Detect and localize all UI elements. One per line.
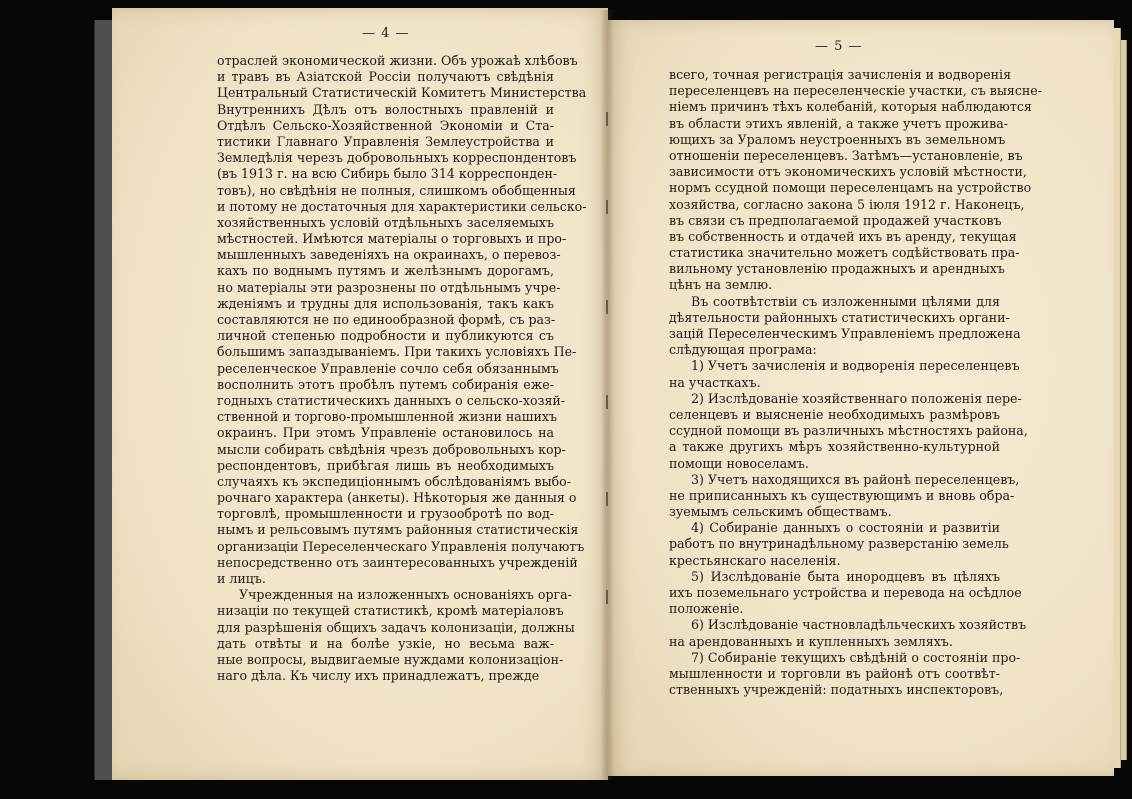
text-line: ственныхъ учрежденій: податныхъ инспекторовъ,: [669, 682, 1004, 698]
right-page-text: [669, 67, 1042, 698]
text-line: годныхъ статистическихъ данныхъ о сельско-хозяй-: [217, 392, 566, 408]
text-line: мышленныхъ заведеніяхъ на окраинахъ, о перевоз-: [217, 247, 561, 263]
text-line: въ собственность и отдачей ихъ въ аренду, текущая: [669, 228, 1017, 244]
text-line: 1) Учетъ зачисленія и водворенія переселенцевъ: [691, 358, 1020, 374]
text-line: мѣстностей. Имѣются матеріалы о торговыхъ и про-: [217, 231, 567, 247]
text-line: реселенческое Управленіе сочло себя обязаннымъ: [217, 360, 559, 376]
text-line: наго дѣла. Къ числу ихъ принадлежатъ, прежде: [217, 668, 540, 684]
text-line: кахъ по воднымъ путямъ и желѣзнымъ дорогамъ,: [217, 263, 554, 279]
text-line: дать отвѣты и на болѣе узкіе, но весьма важ-: [217, 635, 554, 651]
text-line: и потому не достаточныя для характеристики сельско-: [217, 198, 587, 214]
text-line: Учрежденныя на изложенныхъ основаніяхъ орга-: [239, 587, 572, 603]
text-line: мысли собирать свѣдѣнія чрезъ добровольныхъ кор-: [217, 441, 566, 457]
text-line: крестьянскаго населенія.: [669, 552, 841, 568]
text-line: случаяхъ къ экспедиціоннымъ обслѣдованіямъ выбо-: [217, 473, 572, 489]
page-number-left: — 4 —: [362, 26, 410, 41]
text-line: слѣдующая програма:: [669, 342, 817, 358]
text-line: рочнаго характера (анкеты). Нѣкоторыя же данныя о: [217, 490, 577, 506]
text-line: респондентовъ, прибѣгая лишь въ необходимыхъ: [217, 457, 554, 473]
text-line: ссудной помощи въ различныхъ мѣстностяхъ района,: [669, 423, 1028, 439]
text-line: въ области этихъ явленій, а также учетъ прожива-: [669, 115, 1008, 131]
text-line: а также другихъ мѣръ хозяйственно-культурной: [669, 439, 1000, 455]
text-line: Отдѣлъ Сельско-Хозяйственной Экономіи и Ста-: [217, 117, 554, 133]
text-line: товъ), но свѣдѣнія не полныя, слишкомъ обобщенныя: [217, 182, 576, 198]
text-line: 7) Собираніе текущихъ свѣдѣній о состояніи про-: [691, 649, 1021, 665]
text-line: нормъ ссудной помощи переселенцамъ на устройство: [669, 180, 1032, 196]
text-line: отношеніи переселенцевъ. Затѣмъ—установленіе, въ: [669, 147, 1023, 163]
text-line: личной степенью подробности и публикуются съ: [217, 328, 554, 344]
binding-stitch: [606, 395, 608, 409]
text-line: на участкахъ.: [669, 374, 761, 390]
text-line: (въ 1913 г. на всю Сибирь было 314 корреспонден-: [217, 166, 558, 182]
text-line: зацій Переселенческимъ Управленіемъ предложена: [669, 326, 1021, 341]
text-line: большимъ запаздываніемъ. При такихъ условіяхъ Пе-: [217, 344, 577, 360]
text-line: составляются не по единообразной формѣ, съ раз-: [217, 312, 556, 327]
binding-stitch: [606, 200, 608, 214]
text-line: статистика значительно можетъ содѣйствовать пра-: [669, 245, 1020, 261]
text-line: въ связи съ предполагаемой продажей участковъ: [669, 212, 1002, 228]
page-stack-edge: [1120, 40, 1127, 760]
text-line: Центральный Статистическій Комитетъ Министерства: [217, 85, 587, 101]
text-line: 2) Изслѣдованіе хозяйственнаго положенія пере-: [691, 390, 1022, 406]
page-stack-edge: [1114, 28, 1121, 768]
text-line: 3) Учетъ находящихся въ районѣ переселенцевъ,: [691, 471, 1020, 487]
text-line: переселенцевъ на переселенческіе участки, съ выясне-: [669, 83, 1042, 99]
text-line: ные вопросы, выдвигаемые нуждами колонизаціон-: [217, 651, 564, 667]
text-line: Въ соотвѣтствіи съ изложенными цѣлями для: [691, 293, 1000, 309]
text-line: нымъ и рельсовымъ путямъ районныя статистическія: [217, 522, 579, 538]
text-line: и лицъ.: [217, 571, 266, 586]
text-line: ніемъ причинъ тѣхъ колебаній, которыя наблюдаются: [669, 99, 1032, 115]
text-line: селенцевъ и выясненіе необходимыхъ размѣровъ: [669, 406, 1000, 422]
text-line: зависимости отъ экономическихъ условій мѣстности,: [669, 164, 1027, 180]
text-line: на арендованныхъ и купленныхъ земляхъ.: [669, 633, 953, 649]
text-line: дѣятельности районныхъ статистическихъ органи-: [669, 309, 1010, 325]
page-number-right: — 5 —: [815, 39, 863, 54]
text-line: Земледѣлія черезъ добровольныхъ корреспондентовъ: [217, 150, 577, 166]
text-line: организаціи Переселенческаго Управленія получаютъ: [217, 538, 585, 554]
text-line: для разрѣшенія общихъ задачъ колонизаціи, должны: [217, 619, 575, 635]
text-line: непосредственно отъ заинтересованныхъ учрежденій: [217, 554, 578, 570]
text-line: ихъ поземельнаго устройства и перевода на осѣдлое: [669, 585, 1022, 600]
text-line: всего, точная регистрація зачисленія и водворенія: [669, 67, 1012, 82]
text-line: не приписанныхъ къ существующимъ и вновь обра-: [669, 487, 1015, 503]
text-line: низаціи по текущей статистикѣ, кромѣ матеріаловъ: [217, 603, 564, 619]
text-line: цѣнъ на землю.: [669, 277, 773, 293]
text-line: хозяйства, согласно закона 5 іюля 1912 г. Наконецъ,: [669, 196, 1025, 212]
text-line: жденіямъ и трудны для использованія, такъ какъ: [217, 295, 554, 311]
text-line: Внутреннихъ Дѣлъ отъ волостныхъ правленій и: [217, 101, 554, 117]
text-line: мышленности и торговли въ районѣ отъ соотвѣт-: [669, 665, 1000, 681]
text-line: вильному установленію продажныхъ и арендныхъ: [669, 261, 1005, 277]
binding-stitch: [606, 492, 608, 506]
text-line: ственной и торгово-промышленной жизни нашихъ: [217, 409, 557, 425]
text-line: 4) Собираніе данныхъ о состояніи и развитіи: [691, 520, 1000, 536]
binding-stitch: [606, 590, 608, 604]
text-line: положеніе.: [669, 601, 744, 617]
text-line: восполнить этотъ пробѣлъ путемъ собиранія еже-: [217, 376, 554, 392]
binding-stitch: [606, 300, 608, 314]
text-line: 6) Изслѣдованіе частновладѣльческихъ хозяйствъ: [691, 617, 1027, 633]
text-line: окраинъ. При этомъ Управленіе остановилось на: [217, 425, 554, 441]
left-page-text: [217, 53, 587, 684]
text-line: но матеріалы эти разрознены по отдѣльнымъ учре-: [217, 279, 561, 295]
text-line: отраслей экономической жизни. Объ урожаѣ хлѣбовъ: [217, 53, 578, 68]
text-line: 5) Изслѣдованіе быта инородцевъ въ цѣляхъ: [691, 568, 1000, 584]
text-line: зуемымъ сельскимъ обществамъ.: [669, 504, 892, 520]
text-line: торговлѣ, промышленности и грузообротѣ по вод-: [217, 506, 554, 522]
text-line: тистики Главнаго Управленія Землеустройства и: [217, 133, 554, 149]
binding-stitch: [606, 112, 608, 126]
text-line: работъ по внутринадѣльному разверстанію земель: [669, 536, 1009, 552]
text-line: ющихъ за Ураломъ неустроенныхъ въ земельномъ: [669, 131, 1006, 147]
text-line: и травъ въ Азіатской Россіи получаютъ свѣдѣнія: [217, 69, 554, 85]
text-line: помощи новоселамъ.: [669, 455, 809, 471]
text-line: хозяйственныхъ условій отдѣльныхъ заселяемыхъ: [217, 214, 554, 230]
